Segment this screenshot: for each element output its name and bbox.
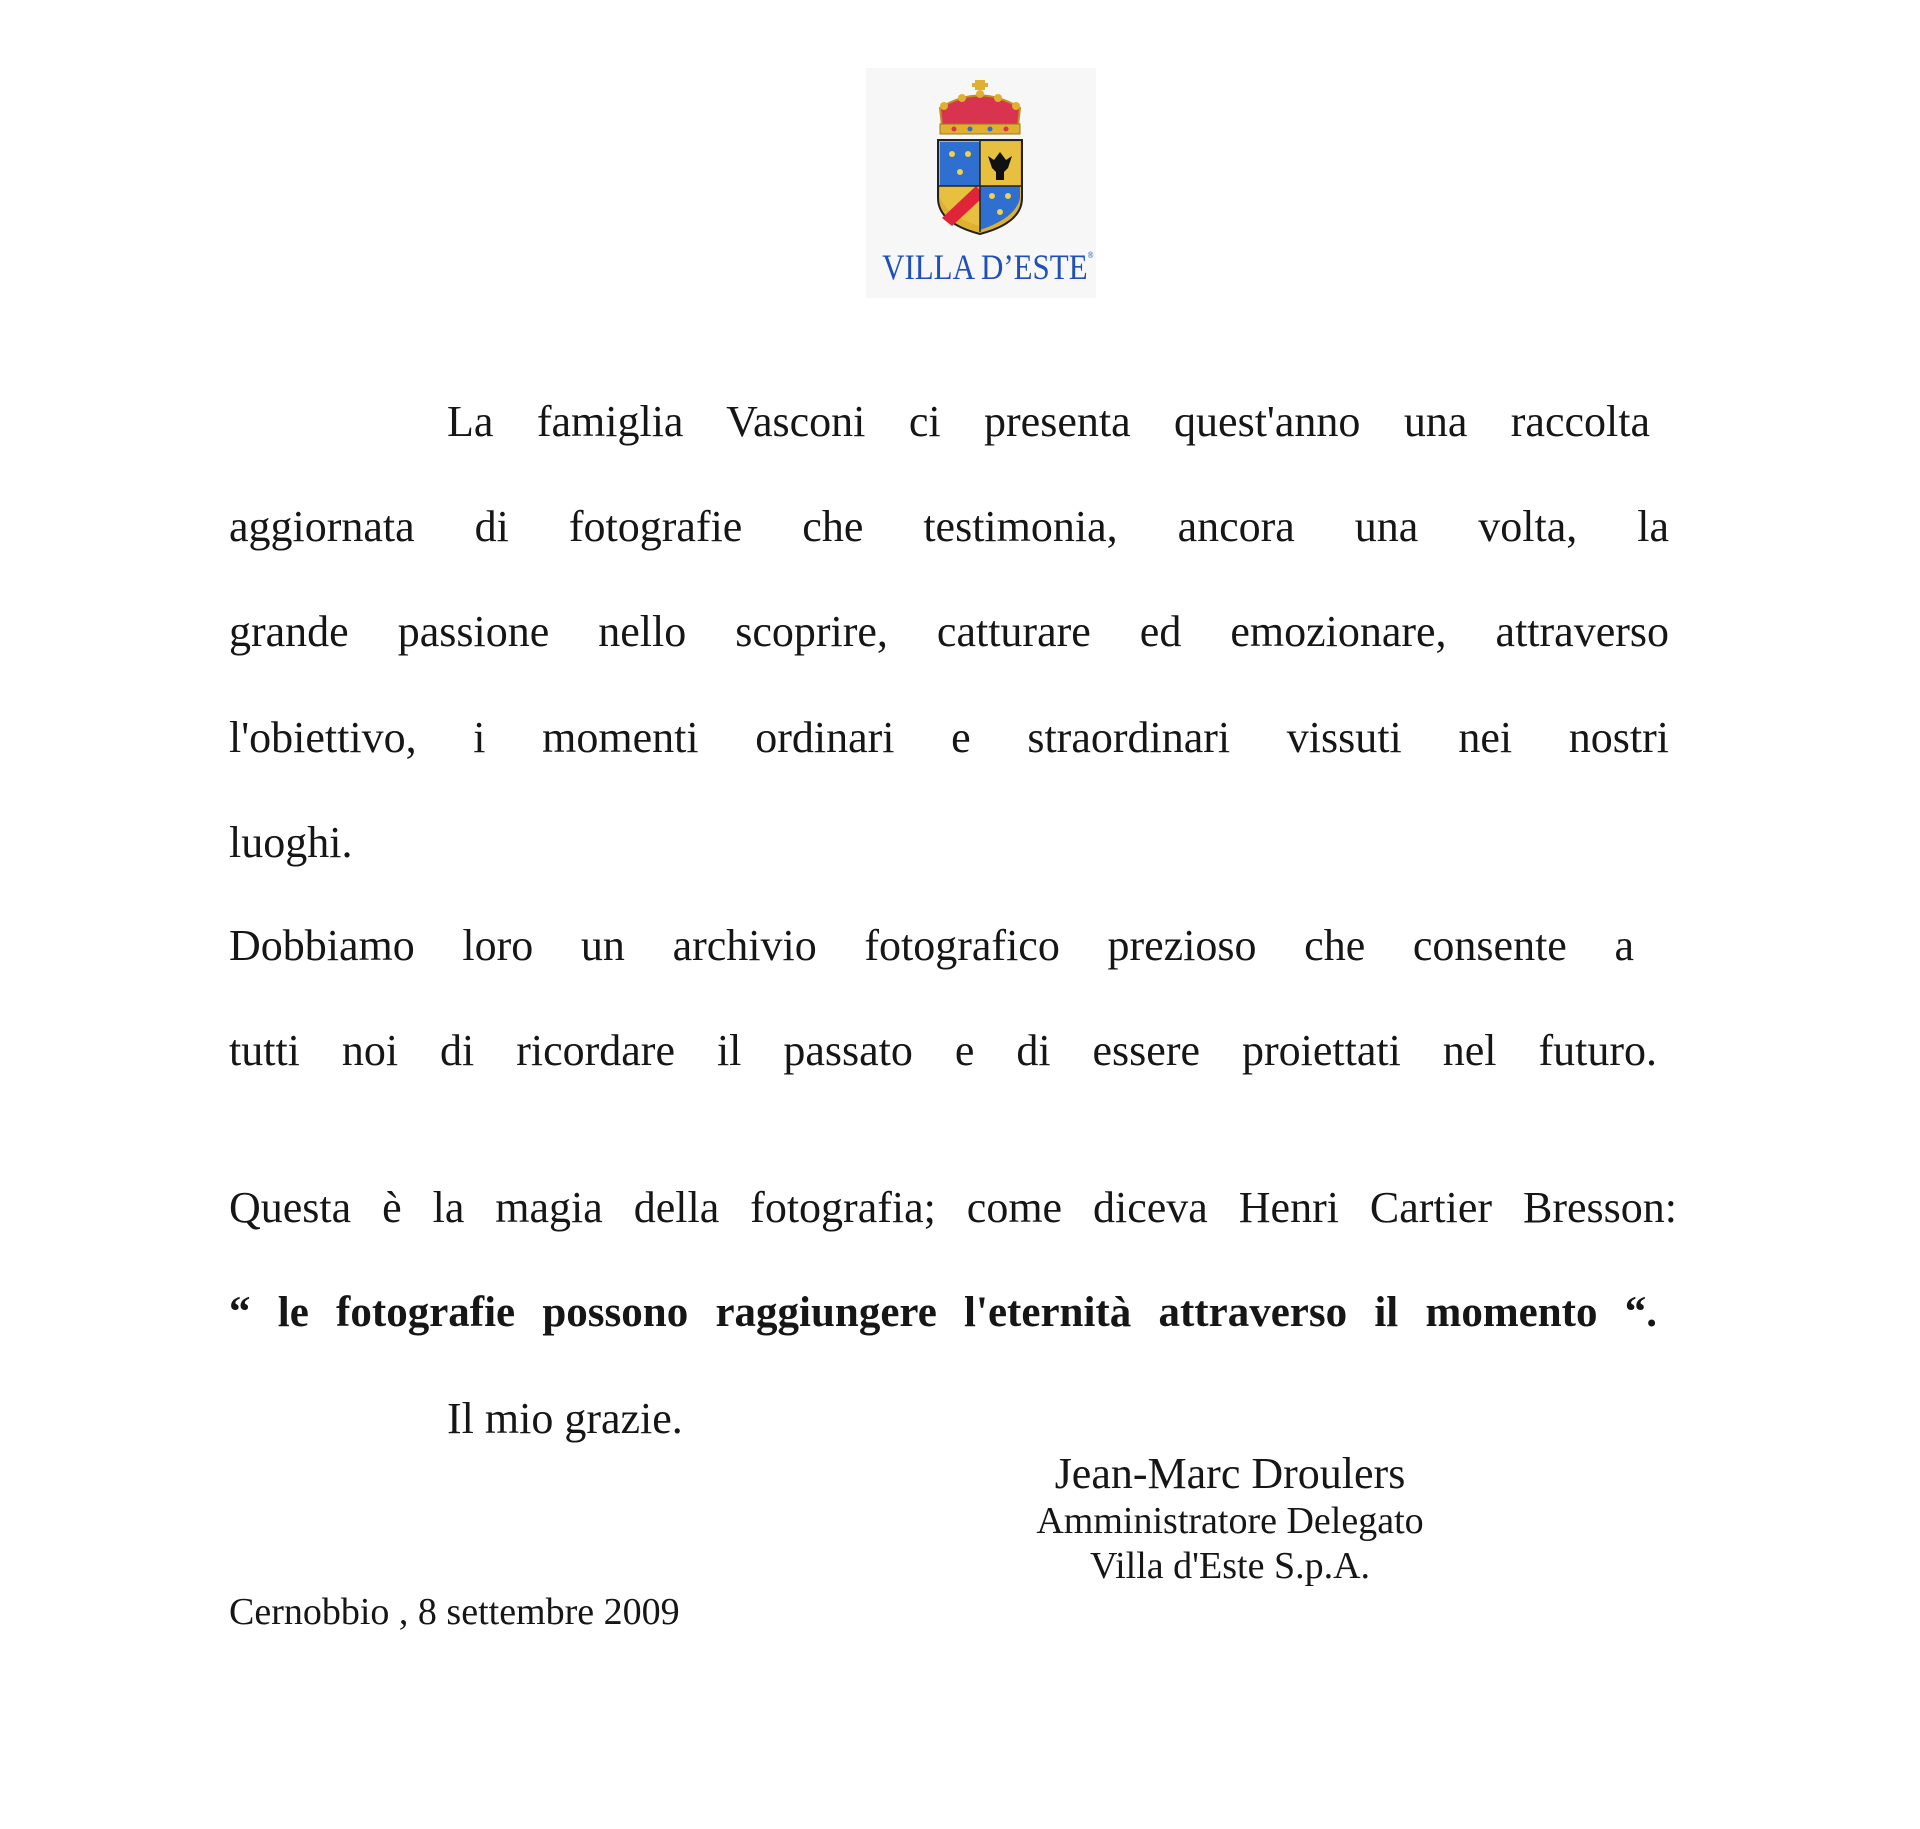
closing-thanks: Il mio grazie. <box>447 1394 683 1443</box>
paragraph-1-line-1: La famiglia Vasconi ci presenta quest'anno una raccolta <box>447 397 1650 446</box>
signatory-name: Jean-Marc Droulers <box>1054 1449 1406 1498</box>
paragraph-1-line-3: grande passione nello scoprire, catturare ed emozionare, attraverso <box>229 607 1669 656</box>
villa-deste-logo <box>866 68 1096 298</box>
signatory-title: Amministratore Delegato <box>1036 1500 1424 1542</box>
paragraph-2-line-2: tutti noi di ricordare il passato e di essere proiettati nel futuro. <box>229 1026 1657 1075</box>
paragraph-1-line-4: l'obiettivo, i momenti ordinari e straordinari vissuti nei nostri <box>229 713 1669 762</box>
signatory-company: Villa d'Este S.p.A. <box>1089 1545 1371 1587</box>
bresson-quote: “ le fotografie possono raggiungere l'eternità attraverso il momento “. <box>229 1289 1657 1336</box>
paragraph-2-line-1: Dobbiamo loro un archivio fotografico prezioso che consente a <box>229 921 1634 970</box>
coat-of-arms-icon <box>930 78 1030 238</box>
paragraph-1-line-2: aggiornata di fotografie che testimonia, ancora una volta, la <box>229 502 1669 551</box>
brand-name: VILLA D’ESTE® <box>882 247 1094 287</box>
shield-icon <box>938 140 1022 234</box>
paragraph-1-line-5: luoghi. <box>229 818 353 867</box>
paragraph-3: Questa è la magia della fotografia; come diceva Henri Cartier Bresson: <box>229 1183 1677 1232</box>
crown-icon <box>940 80 1020 134</box>
place-date: Cernobbio , 8 settembre 2009 <box>229 1591 680 1633</box>
